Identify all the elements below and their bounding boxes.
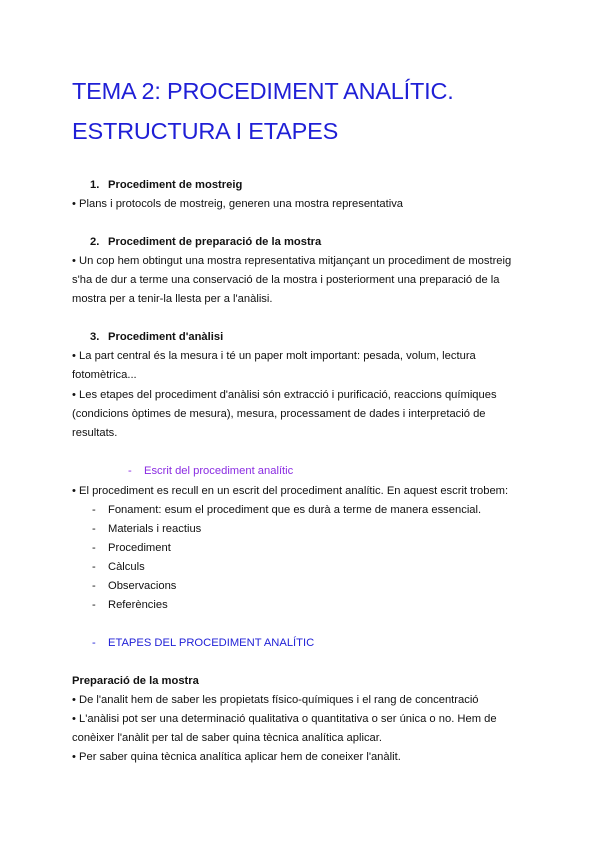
escrit-dash: - <box>128 465 132 477</box>
preparacio-line: conèixer l'anàlit per tal de saber quina tècnica analítica aplicar. <box>72 732 382 744</box>
list-item: Fonament: esum el procediment que es durà a terme de manera essencial. <box>108 504 482 516</box>
list-item-dash: - <box>92 599 96 611</box>
list-item: Materials i reactius <box>108 523 202 535</box>
section-1-line: • Plans i protocols de mostreig, generen una mostra representativa <box>72 198 404 210</box>
section-3-line: (condicions òptimes de mesura), mesura, processament de dades i interpretació de <box>72 408 486 420</box>
section-3-line: fotomètrica... <box>72 369 137 381</box>
list-item-dash: - <box>92 504 96 516</box>
section-1-number: 1. <box>90 179 100 191</box>
page-title-line-1: TEMA 2: PROCEDIMENT ANALÍTIC. <box>72 78 454 104</box>
list-item: Observacions <box>108 580 177 592</box>
section-3-line: resultats. <box>72 427 118 439</box>
etapes-dash: - <box>92 637 96 649</box>
section-2-line: mostra per a tenir-la llesta per a l'anàlisi. <box>72 293 273 305</box>
section-3-number: 3. <box>90 331 100 343</box>
section-2-number: 2. <box>90 236 100 248</box>
list-item: Referències <box>108 599 168 611</box>
section-2-line: • Un cop hem obtingut una mostra representativa mitjançant un procediment de mostreig <box>72 255 512 267</box>
list-item-dash: - <box>92 561 96 573</box>
page-title-line-2: ESTRUCTURA I ETAPES <box>72 118 339 144</box>
etapes-heading: ETAPES DEL PROCEDIMENT ANALÍTIC <box>108 637 315 649</box>
preparacio-line: • L'anàlisi pot ser una determinació qualitativa o quantitativa o ser única o no. Hem de <box>72 713 497 725</box>
section-3-line: • La part central és la mesura i té un paper molt important: pesada, volum, lectura <box>72 350 476 362</box>
preparacio-line: • De l'analit hem de saber les propietats físico-químiques i el rang de concentració <box>72 694 479 706</box>
escrit-heading: Escrit del procediment analític <box>144 465 294 477</box>
section-3-line: • Les etapes del procediment d'anàlisi són extracció i purificació, reaccions químiques <box>72 389 497 401</box>
section-2-heading: Procediment de preparació de la mostra <box>108 236 322 248</box>
preparacio-heading: Preparació de la mostra <box>72 675 199 687</box>
list-item: Procediment <box>108 542 171 554</box>
section-3-heading: Procediment d'anàlisi <box>108 331 224 343</box>
list-item-dash: - <box>92 580 96 592</box>
escrit-intro: • El procediment es recull en un escrit del procediment analític. En aquest escrit trobem: <box>72 485 509 497</box>
preparacio-line: • Per saber quina tècnica analítica aplicar hem de coneixer l'anàlit. <box>72 751 401 763</box>
section-2-line: s'ha de dur a terme una conservació de la mostra i posteriorment una preparació de la <box>72 274 500 286</box>
list-item-dash: - <box>92 542 96 554</box>
list-item: Càlculs <box>108 561 145 573</box>
list-item-dash: - <box>92 523 96 535</box>
section-1-heading: Procediment de mostreig <box>108 179 243 191</box>
